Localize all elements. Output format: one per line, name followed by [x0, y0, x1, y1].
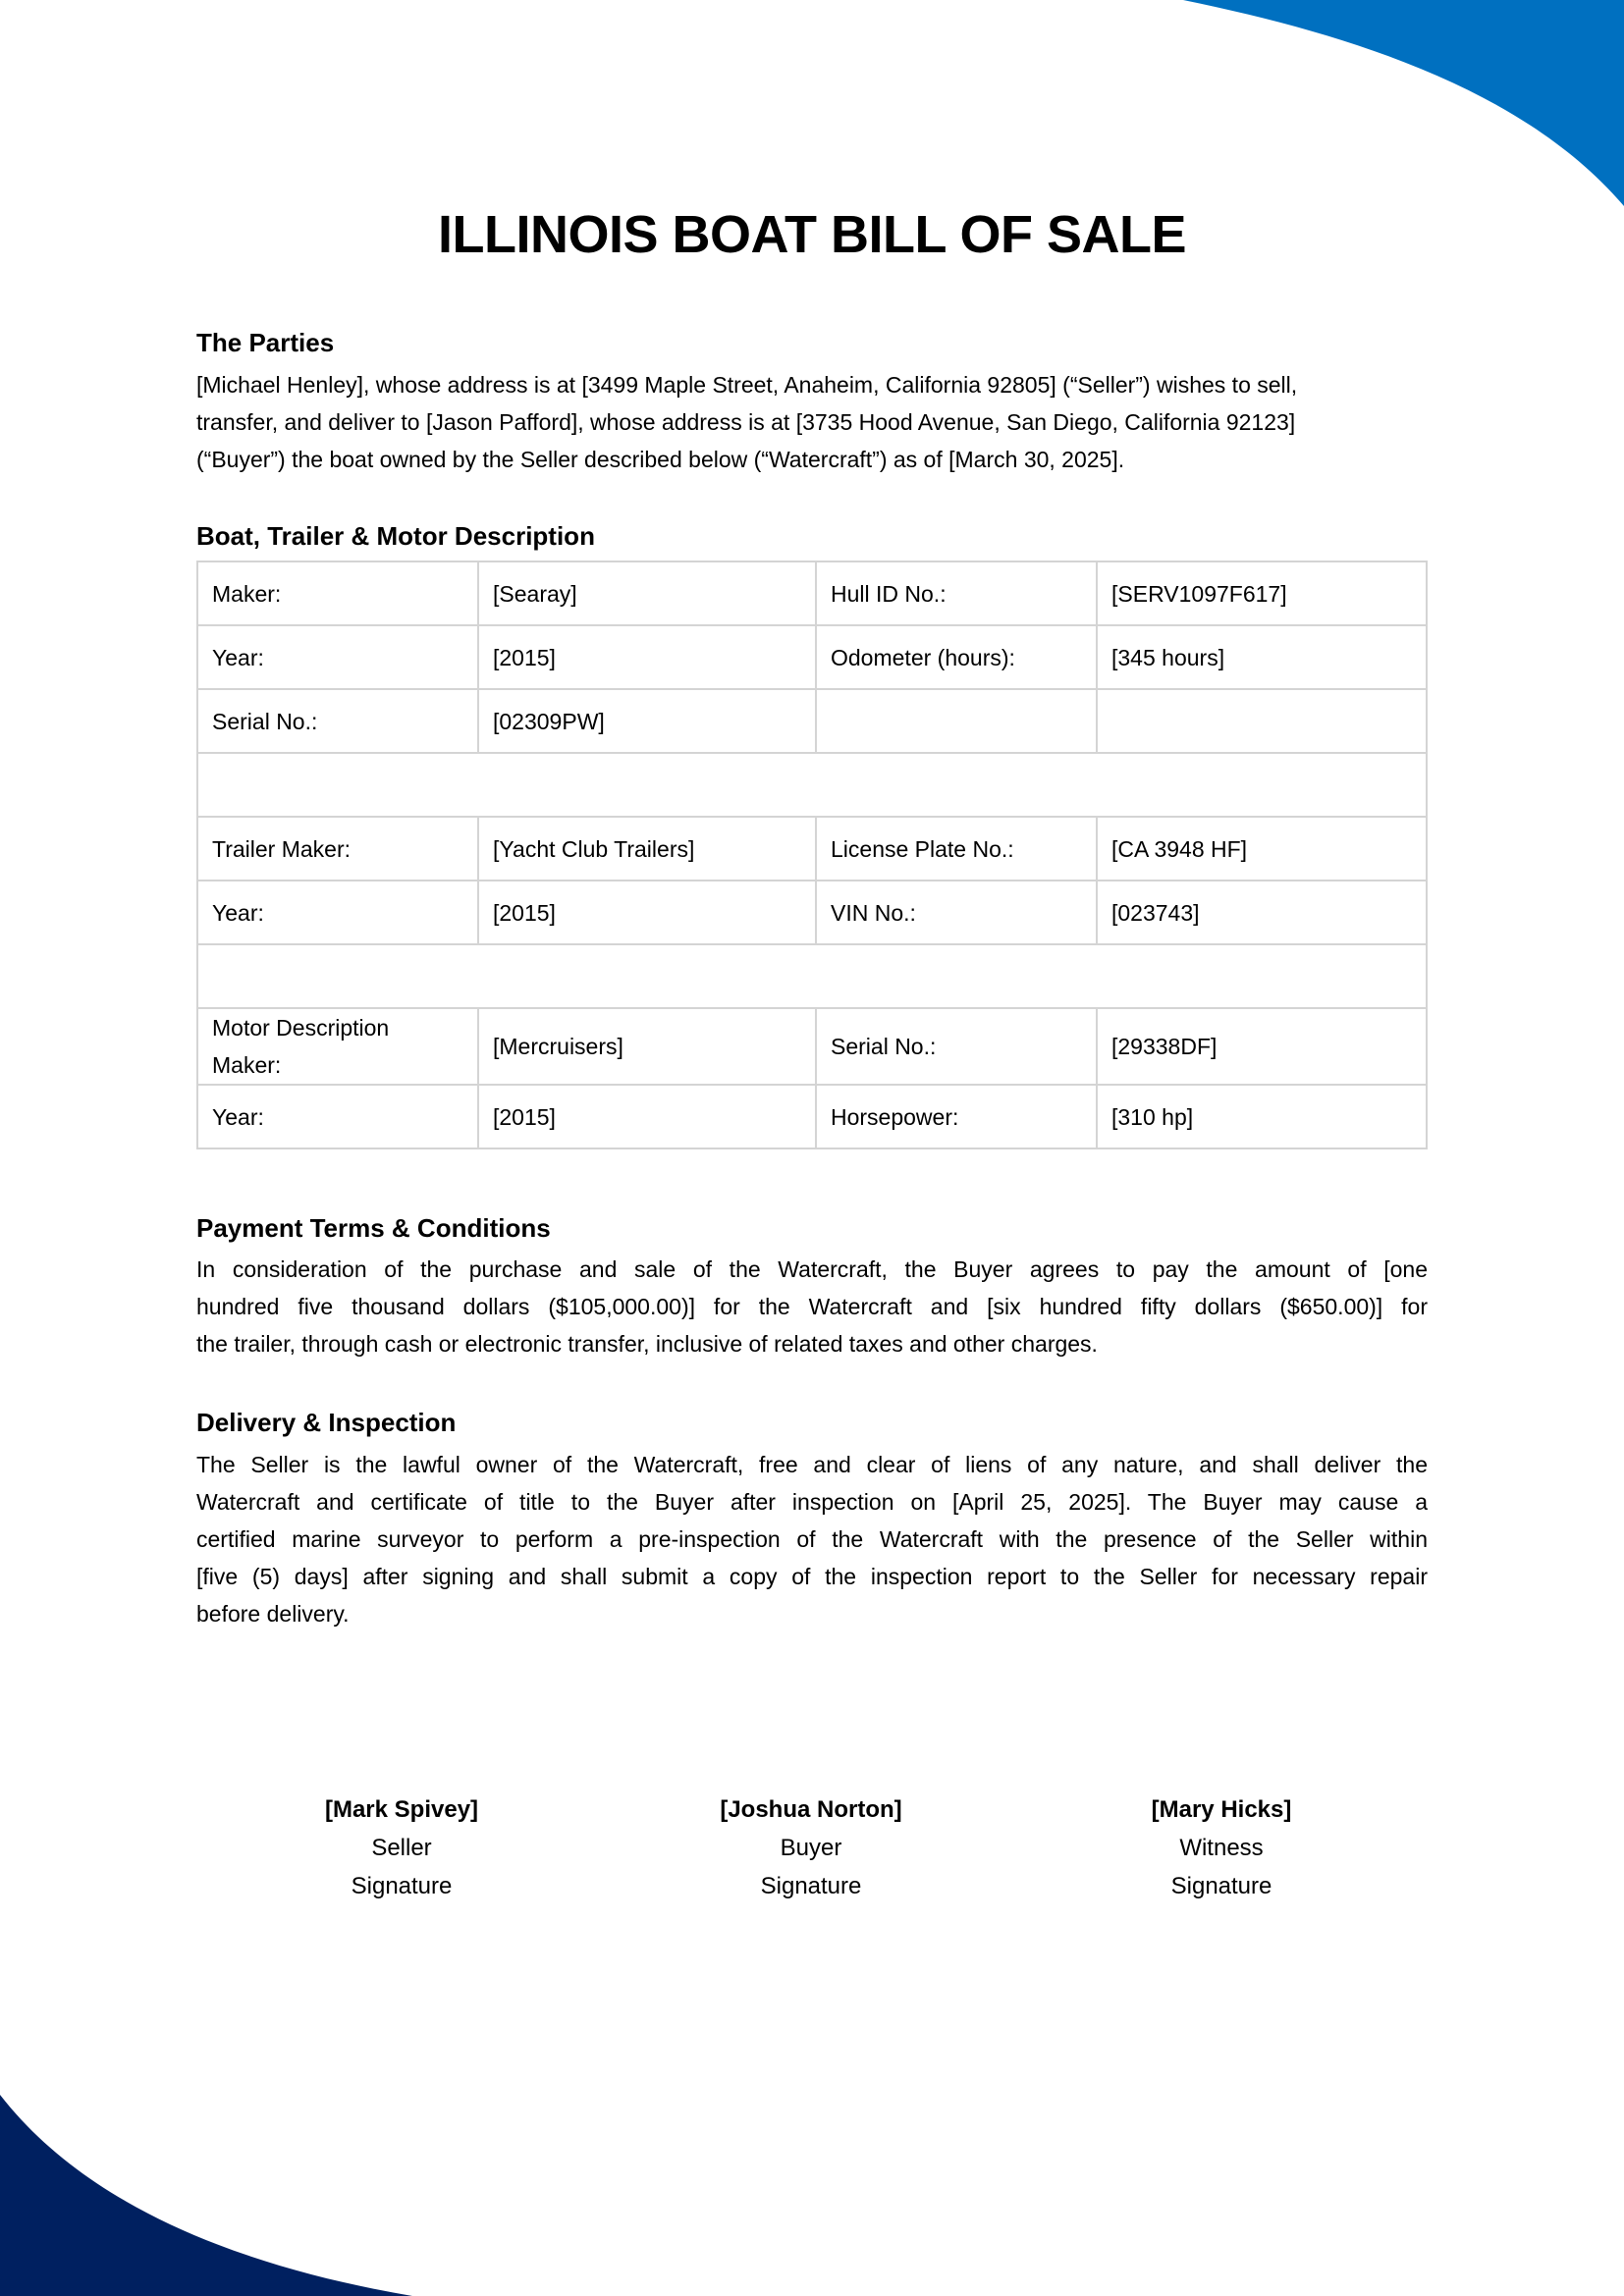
field-value: [023743]: [1097, 881, 1427, 944]
witness-role: Witness: [1179, 1835, 1264, 1861]
text-line: Watercraft and certificate of title to the Buyer after inspection on [April 25, 2025]. The Buyer may cause a: [196, 1489, 1428, 1515]
boat-row: [197, 561, 1427, 625]
description-heading: Boat, Trailer & Motor Description: [196, 521, 595, 551]
text-line: before delivery.: [196, 1601, 350, 1627]
witness-signature-block: [1045, 1790, 1398, 1905]
parties-paragraph: [196, 366, 1428, 478]
signature-label: Signature: [351, 1873, 453, 1899]
delivery-heading: Delivery & Inspection: [196, 1408, 457, 1437]
text-line: The Seller is the lawful owner of the Watercraft, free and clear of liens of any nature, and shall deliver the: [196, 1452, 1428, 1477]
top-right-wave: [1183, 0, 1624, 206]
field-value: [2015]: [478, 625, 816, 689]
bottom-left-wave: [0, 2095, 412, 2296]
field-label: License Plate No.:: [816, 817, 1097, 881]
field-value: [Yacht Club Trailers]: [478, 817, 816, 881]
field-value: [2015]: [478, 1085, 816, 1148]
field-label: Serial No.:: [197, 689, 478, 753]
buyer-signature-block: [634, 1790, 988, 1905]
field-label: Year:: [197, 1085, 478, 1148]
field-value: [2015]: [478, 881, 816, 944]
field-label: Motor Description Maker:: [197, 1008, 478, 1085]
text-line: the trailer, through cash or electronic transfer, inclusive of related taxes and other charges.: [196, 1331, 1098, 1357]
field-label: Year:: [197, 881, 478, 944]
field-value: [310 hp]: [1097, 1085, 1427, 1148]
field-label: Year:: [197, 625, 478, 689]
witness-name: [Mary Hicks]: [1151, 1796, 1292, 1823]
field-value: [29338DF]: [1097, 1008, 1427, 1085]
delivery-paragraph: [196, 1446, 1428, 1632]
field-label: Horsepower:: [816, 1085, 1097, 1148]
signature-label: Signature: [760, 1873, 862, 1899]
field-value: [CA 3948 HF]: [1097, 817, 1427, 881]
field-value: [Mercruisers]: [478, 1008, 816, 1085]
motor-row: [197, 1085, 1427, 1148]
field-label: Serial No.:: [816, 1008, 1097, 1085]
field-label: Maker:: [197, 561, 478, 625]
parties-heading: The Parties: [196, 328, 335, 357]
field-value: [02309PW]: [478, 689, 816, 753]
text-line: [Michael Henley], whose address is at [3499 Maple Street, Anaheim, California 92805] (“Seller”) wishes to sell,: [196, 372, 1298, 398]
field-value: [Searay]: [478, 561, 816, 625]
text-line: certified marine surveyor to perform a pre-inspection of the Watercraft with the presence of the Seller within: [196, 1526, 1428, 1552]
field-label: Odometer (hours):: [816, 625, 1097, 689]
field-label: Hull ID No.:: [816, 561, 1097, 625]
boat-row: [197, 625, 1427, 689]
document-title: ILLINOIS BOAT BILL OF SALE: [438, 205, 1186, 264]
buyer-role: Buyer: [780, 1835, 842, 1861]
payment-paragraph: [196, 1251, 1428, 1362]
field-value: [1097, 689, 1427, 753]
field-value: [345 hours]: [1097, 625, 1427, 689]
signature-label: Signature: [1170, 1873, 1272, 1899]
spacer-cell: [197, 944, 1427, 1008]
payment-heading: Payment Terms & Conditions: [196, 1213, 551, 1243]
text-line: (“Buyer”) the boat owned by the Seller described below (“Watercraft”) as of [March 30, 2025].: [196, 447, 1125, 472]
field-label: VIN No.:: [816, 881, 1097, 944]
buyer-name: [Joshua Norton]: [720, 1796, 902, 1823]
description-table: [196, 561, 1428, 1149]
field-label: [816, 689, 1097, 753]
field-label: Trailer Maker:: [197, 817, 478, 881]
text-line: hundred five thousand dollars ($105,000.00)] for the Watercraft and [six hundred fifty dollars ($650.00)] for: [196, 1294, 1428, 1319]
text-line: In consideration of the purchase and sale of the Watercraft, the Buyer agrees to pay the amount of [one: [196, 1256, 1428, 1282]
trailer-row: [197, 817, 1427, 881]
seller-signature-block: [225, 1790, 578, 1905]
text-line: transfer, and deliver to [Jason Pafford], whose address is at [3735 Hood Avenue, San Diego, California 92123]: [196, 409, 1296, 435]
field-value: [SERV1097F617]: [1097, 561, 1427, 625]
motor-row: [197, 1008, 1427, 1085]
spacer-cell: [197, 753, 1427, 817]
text-line: [five (5) days] after signing and shall submit a copy of the inspection report to the Seller for necessary repair: [196, 1564, 1428, 1589]
seller-role: Seller: [371, 1835, 432, 1861]
spacer-row: [197, 753, 1427, 817]
boat-row: [197, 689, 1427, 753]
spacer-row: [197, 944, 1427, 1008]
seller-name: [Mark Spivey]: [324, 1796, 479, 1823]
trailer-row: [197, 881, 1427, 944]
